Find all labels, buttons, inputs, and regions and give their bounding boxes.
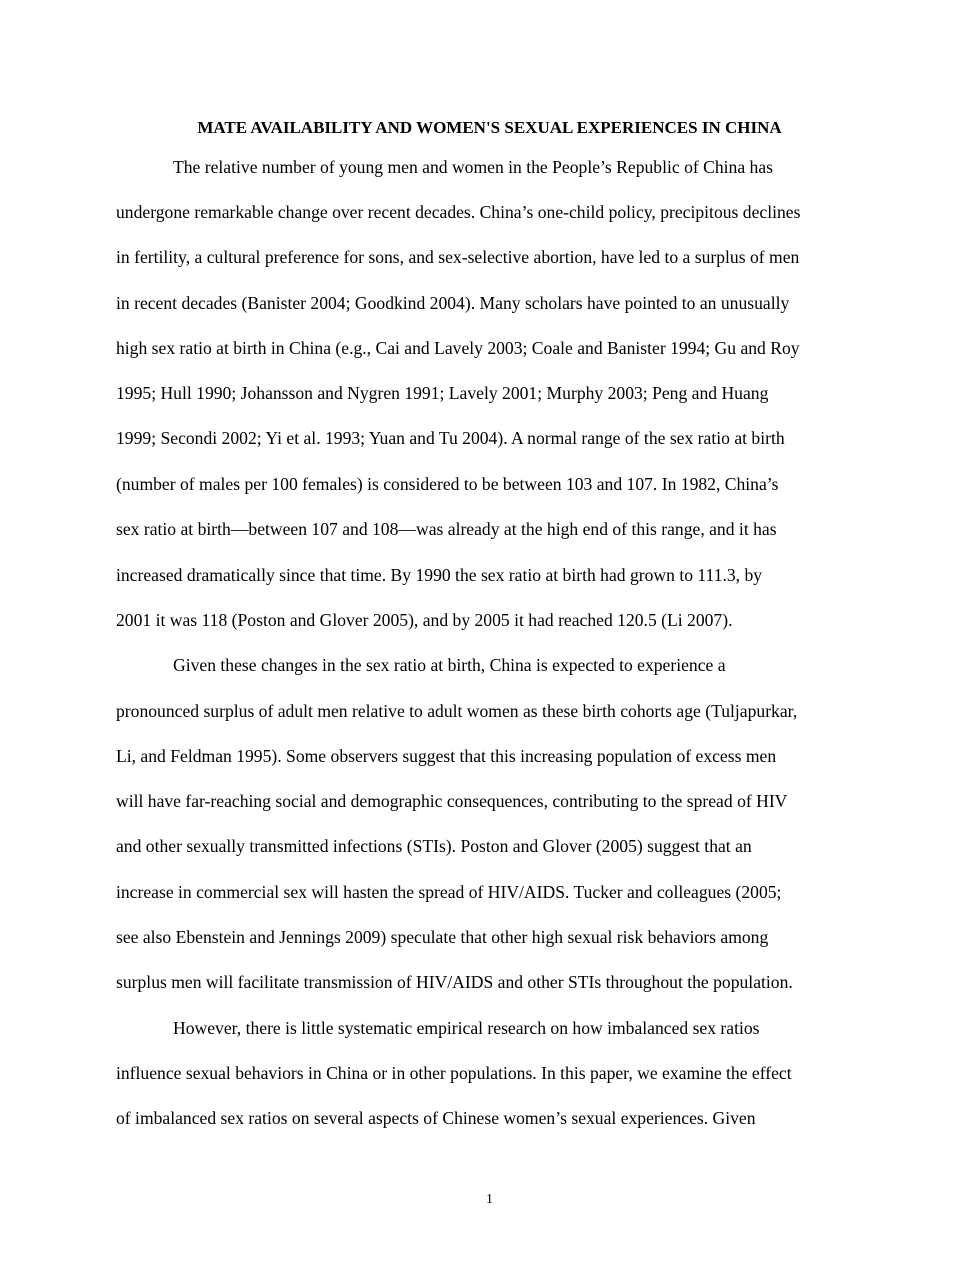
paragraph-1-line-7: 1999; Secondi 2002; Yi et al. 1993; Yuan and Tu 2004). A normal range of the sex ratio at birth — [116, 428, 785, 448]
paragraph-1-line-9: sex ratio at birth—between 107 and 108—was already at the high end of this range, and it has — [116, 519, 777, 539]
paragraph-1-line-3: in fertility, a cultural preference for sons, and sex-selective abortion, have led to a surplus of men — [116, 247, 800, 267]
paragraph-2-line-4: will have far-reaching social and demographic consequences, contributing to the spread of HIV — [116, 791, 788, 811]
paper-title: MATE AVAILABILITY AND WOMEN'S SEXUAL EXPERIENCES IN CHINA — [197, 118, 782, 137]
paragraph-2-line-8: surplus men will facilitate transmission of HIV/AIDS and other STIs throughout the population. — [116, 972, 793, 992]
paragraph-1-line-8: (number of males per 100 females) is considered to be between 103 and 107. In 1982, China’s — [116, 474, 779, 494]
paragraph-1-line-5: high sex ratio at birth in China (e.g., Cai and Lavely 2003; Coale and Banister 1994; Gu and Roy — [116, 338, 800, 358]
paragraph-3-line-2: influence sexual behaviors in China or in other populations. In this paper, we examine the effect — [116, 1063, 792, 1083]
paragraph-3-line-1: However, there is little systematic empirical research on how imbalanced sex ratios — [173, 1018, 760, 1038]
paragraph-2-line-7: see also Ebenstein and Jennings 2009) speculate that other high sexual risk behaviors among — [116, 927, 769, 947]
paragraph-1-line-2: undergone remarkable change over recent decades. China’s one-child policy, precipitous declines — [116, 202, 801, 222]
paragraph-1-line-11: 2001 it was 118 (Poston and Glover 2005), and by 2005 it had reached 120.5 (Li 2007). — [116, 610, 733, 630]
paragraph-1-line-10: increased dramatically since that time. By 1990 the sex ratio at birth had grown to 111.3, by — [116, 565, 763, 585]
paragraph-1-line-4: in recent decades (Banister 2004; Goodkind 2004). Many scholars have pointed to an unusually — [116, 293, 790, 313]
page-number: 1 — [486, 1192, 493, 1207]
paragraph-2-line-6: increase in commercial sex will hasten the spread of HIV/AIDS. Tucker and colleagues (2005; — [116, 882, 782, 902]
paragraph-1-line-1: The relative number of young men and women in the People’s Republic of China has — [173, 157, 773, 177]
paragraph-3-line-3: of imbalanced sex ratios on several aspects of Chinese women’s sexual experiences. Given — [116, 1108, 756, 1128]
paragraph-2-line-1: Given these changes in the sex ratio at birth, China is expected to experience a — [173, 655, 726, 675]
paragraph-2-line-3: Li, and Feldman 1995). Some observers suggest that this increasing population of excess men — [116, 746, 777, 766]
paragraph-2-line-2: pronounced surplus of adult men relative to adult women as these birth cohorts age (Tuljapurkar, — [116, 701, 798, 721]
paragraph-1-line-6: 1995; Hull 1990; Johansson and Nygren 1991; Lavely 2001; Murphy 2003; Peng and Huang — [116, 383, 769, 403]
paragraph-2-line-5: and other sexually transmitted infections (STIs). Poston and Glover (2005) suggest that an — [116, 836, 752, 856]
